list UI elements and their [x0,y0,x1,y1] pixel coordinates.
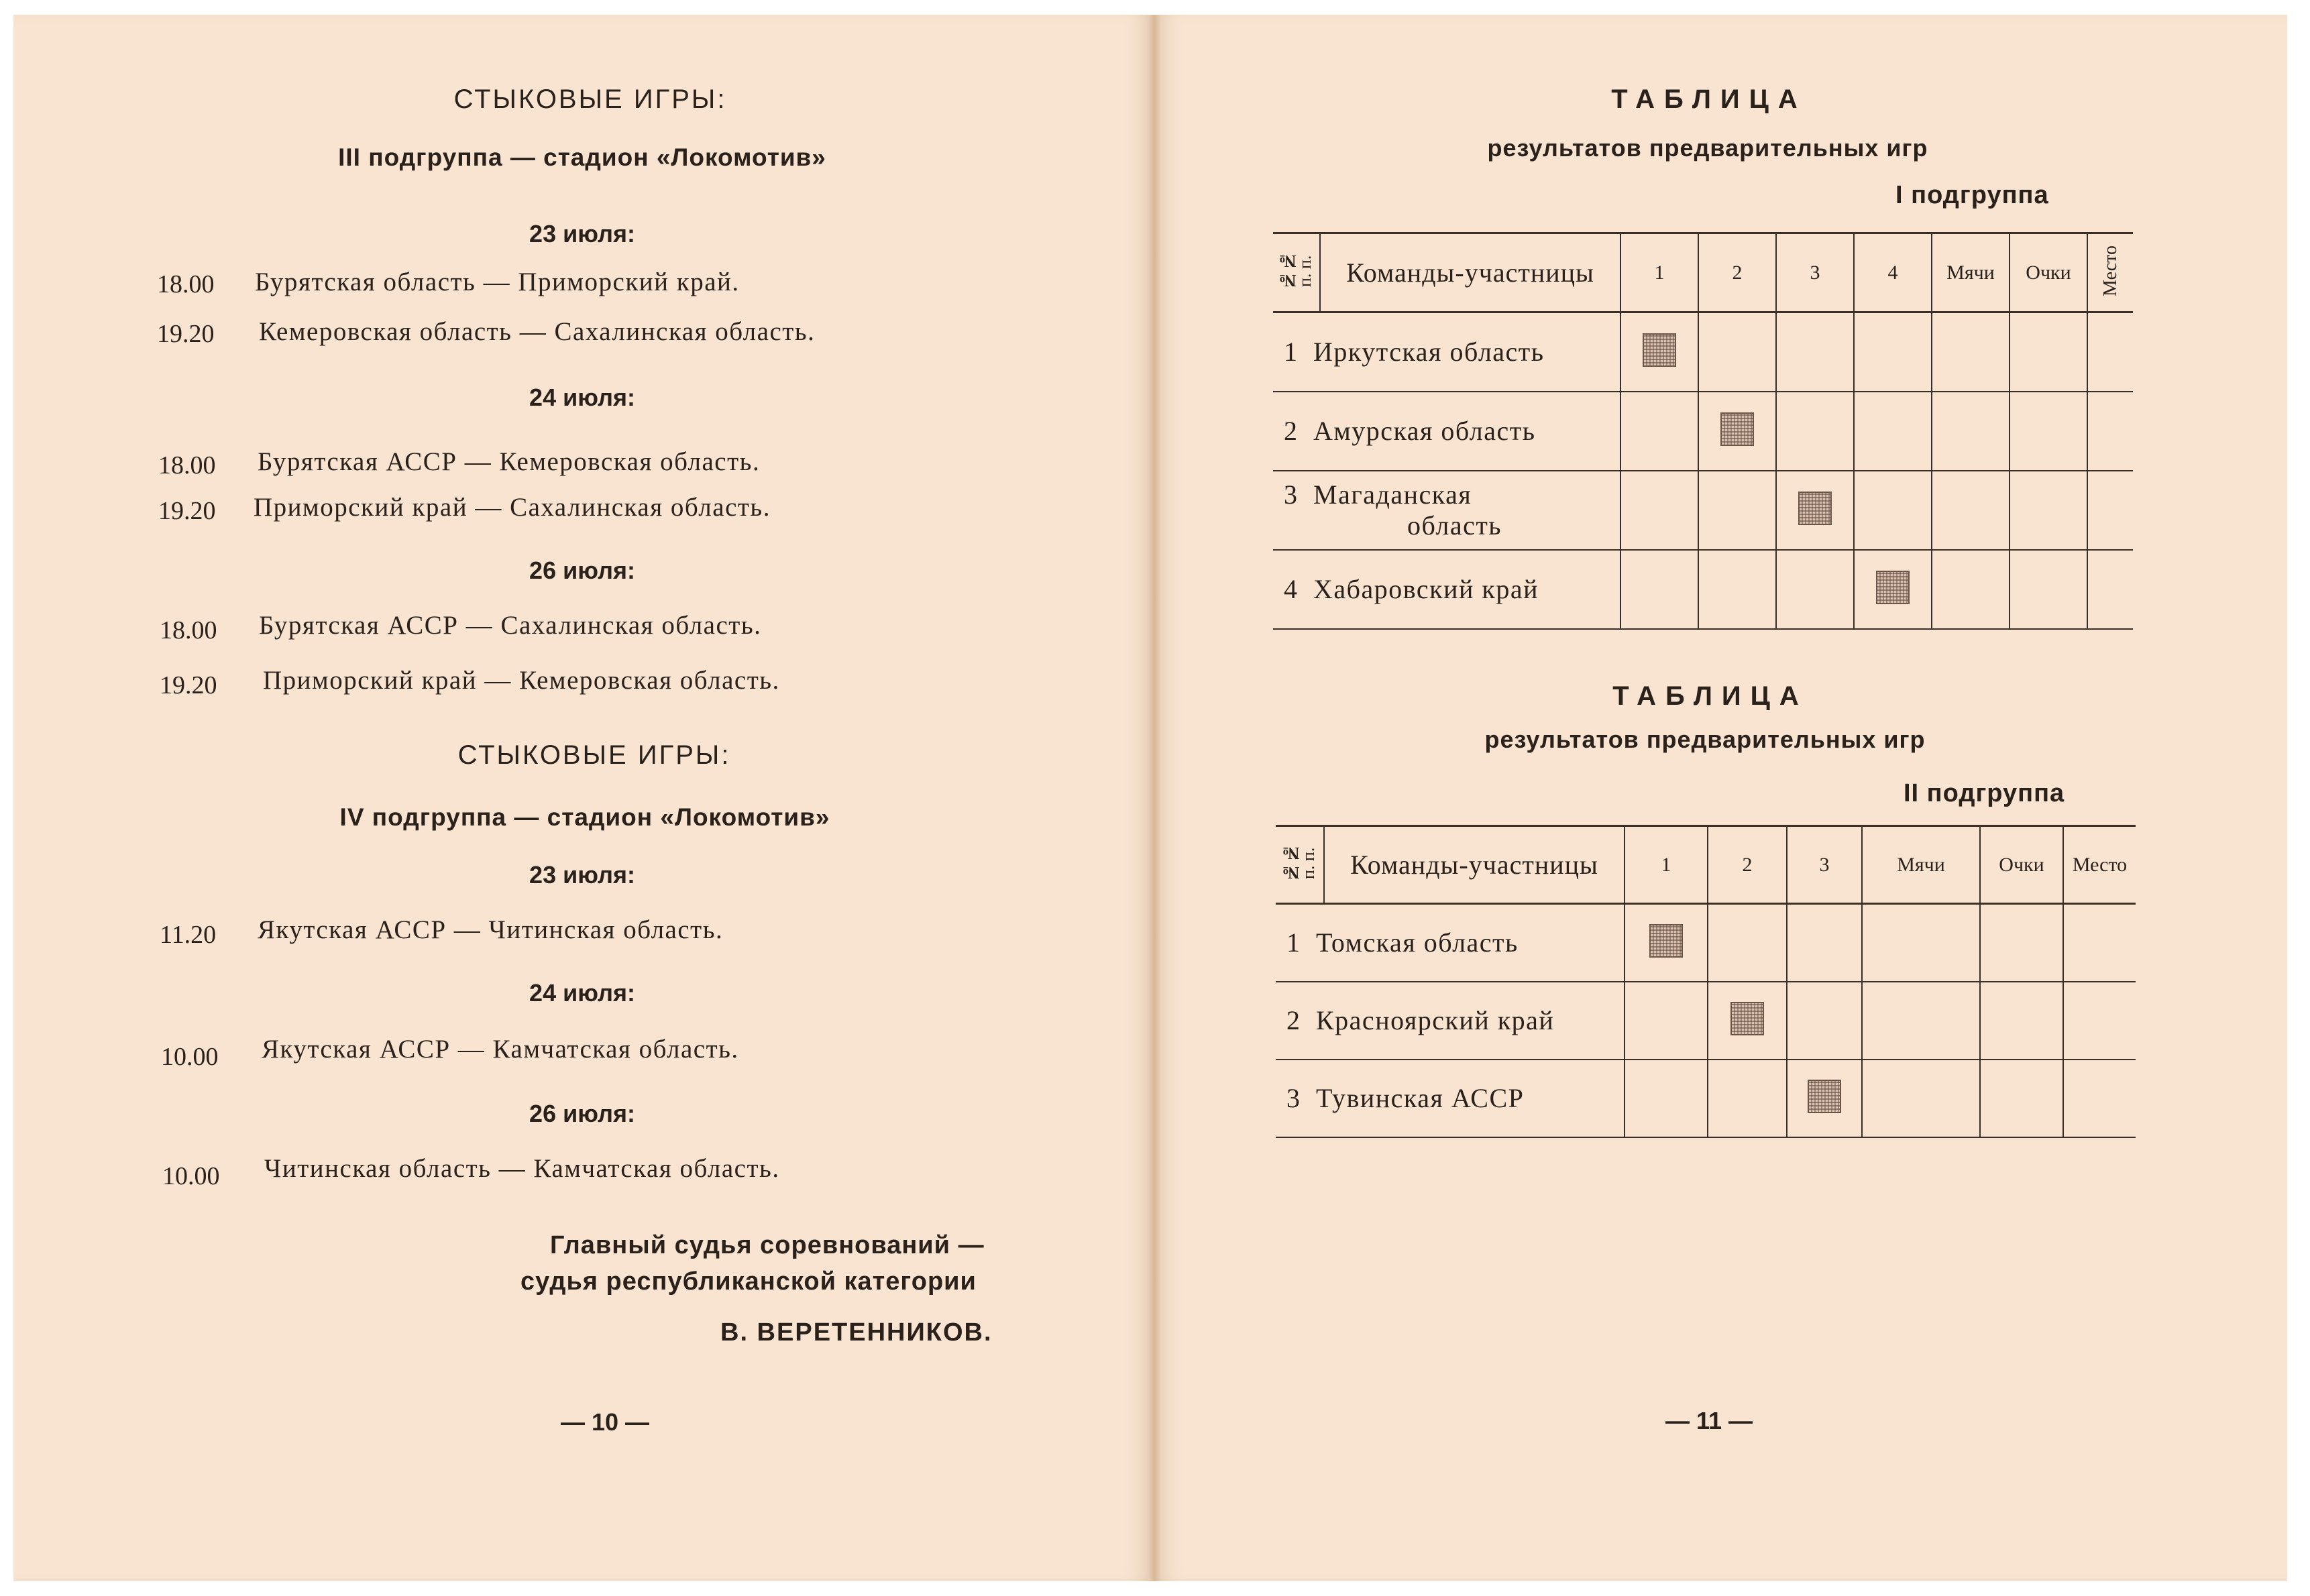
game-time: 10.00 [161,1043,219,1071]
game-time: 19.20 [157,320,215,348]
section1-title: СТЫКОВЫЕ ИГРЫ: [453,84,727,114]
hatched-square-icon [1730,1002,1764,1035]
game-match: Приморский край — Сахалинская область. [254,493,771,522]
table2-subtitle: результатов предварительных игр [1484,726,1926,753]
game-match: Бурятская область — Приморский край. [255,268,740,296]
team-cell: 3 Магаданская область [1273,471,1620,550]
game-time: 19.20 [158,497,216,525]
self-match-cell [1698,392,1776,471]
hatched-square-icon [1720,412,1754,446]
table-row [1273,550,2133,629]
place-header: Место [2087,233,2133,312]
col-1-header: 1 [1620,233,1698,312]
game-time: 18.00 [160,616,217,644]
game-match: Бурятская АССР — Сахалинская область. [259,611,762,640]
team-cell: 3 Тувинская АССР [1276,1060,1625,1137]
table1-title: ТАБЛИЦА [1611,84,1807,114]
game-match: Читинская область — Камчатская область. [264,1154,780,1183]
page-number-right: — 11 — [1665,1407,1753,1434]
self-match-cell [1620,312,1698,392]
page-number-left: — 10 — [560,1408,650,1436]
table-row [1276,982,2136,1060]
day-date: 26 июля: [529,1100,635,1127]
hatched-square-icon [1808,1080,1841,1113]
team-cell: 4 Хабаровский край [1273,550,1620,629]
results-table-1 [1273,232,2133,630]
table-row [1276,1060,2136,1137]
game-match: Якутская АССР — Камчатская область. [262,1035,739,1064]
table1-group: I подгруппа [1895,181,2049,209]
col-2-header: 2 [1708,826,1787,904]
balls-header: Мячи [1932,233,2010,312]
table-row [1273,392,2133,471]
col-3-header: 3 [1776,233,1854,312]
hatched-square-icon [1876,571,1910,604]
judge-name: В. ВЕРЕТЕННИКОВ. [720,1318,993,1347]
game-time: 18.00 [157,270,215,298]
game-time: 19.20 [160,671,217,699]
results-table-2 [1276,825,2136,1138]
section1-subtitle: III подгруппа — стадион «Локомотив» [338,144,826,171]
day-date: 26 июля: [529,557,635,584]
section2-title: СТЫКОВЫЕ ИГРЫ: [457,740,731,770]
self-match-cell [1787,1060,1862,1137]
col-2-header: 2 [1698,233,1776,312]
col-1-header: 1 [1625,826,1708,904]
teams-header: Команды-участницы [1320,233,1620,312]
game-time: 11.20 [160,921,217,949]
game-time: 18.00 [158,451,216,479]
self-match-cell [1625,904,1708,982]
number-header: №№ п. п. [1273,233,1320,312]
team-cell: 2 Амурская область [1273,392,1620,471]
book-spine [1148,15,1160,1581]
game-match: Якутская АССР — Читинская область. [258,915,724,944]
points-header: Очки [2010,233,2087,312]
team-cell: 1 Томская область [1276,904,1625,982]
day-date: 23 июля: [529,861,635,889]
team-cell: 1 Иркутская область [1273,312,1620,392]
hatched-square-icon [1643,333,1676,367]
teams-header: Команды-участницы [1324,826,1625,904]
table2-title: ТАБЛИЦА [1612,681,1808,711]
place-header: Место [2063,826,2136,904]
game-time: 10.00 [162,1162,220,1190]
table-row [1273,471,2133,550]
day-date: 24 июля: [529,979,635,1007]
table-row [1276,904,2136,982]
balls-header: Мячи [1862,826,1980,904]
day-date: 23 июля: [529,220,635,247]
points-header: Очки [1980,826,2063,904]
number-header: №№ п. п. [1276,826,1324,904]
section2-subtitle: IV подгруппа — стадион «Локомотив» [339,803,830,831]
game-match: Приморский край — Кемеровская область. [263,666,780,695]
team-cell: 2 Красноярский край [1276,982,1625,1060]
hatched-square-icon [1649,924,1683,958]
table2-group: II подгруппа [1904,779,2065,807]
col-4-header: 4 [1854,233,1932,312]
day-date: 24 июля: [529,384,635,411]
table1-subtitle: результатов предварительных игр [1487,134,1928,162]
self-match-cell [1776,471,1854,550]
self-match-cell [1708,982,1787,1060]
self-match-cell [1854,550,1932,629]
judge-title: Главный судья соревнований — [550,1231,985,1259]
hatched-square-icon [1798,492,1832,525]
col-3-header: 3 [1787,826,1862,904]
game-match: Кемеровская область — Сахалинская область. [259,317,816,346]
table-row [1273,312,2133,392]
judge-category: судья республиканской категории [520,1267,977,1296]
game-match: Бурятская АССР — Кемеровская область. [258,447,761,476]
